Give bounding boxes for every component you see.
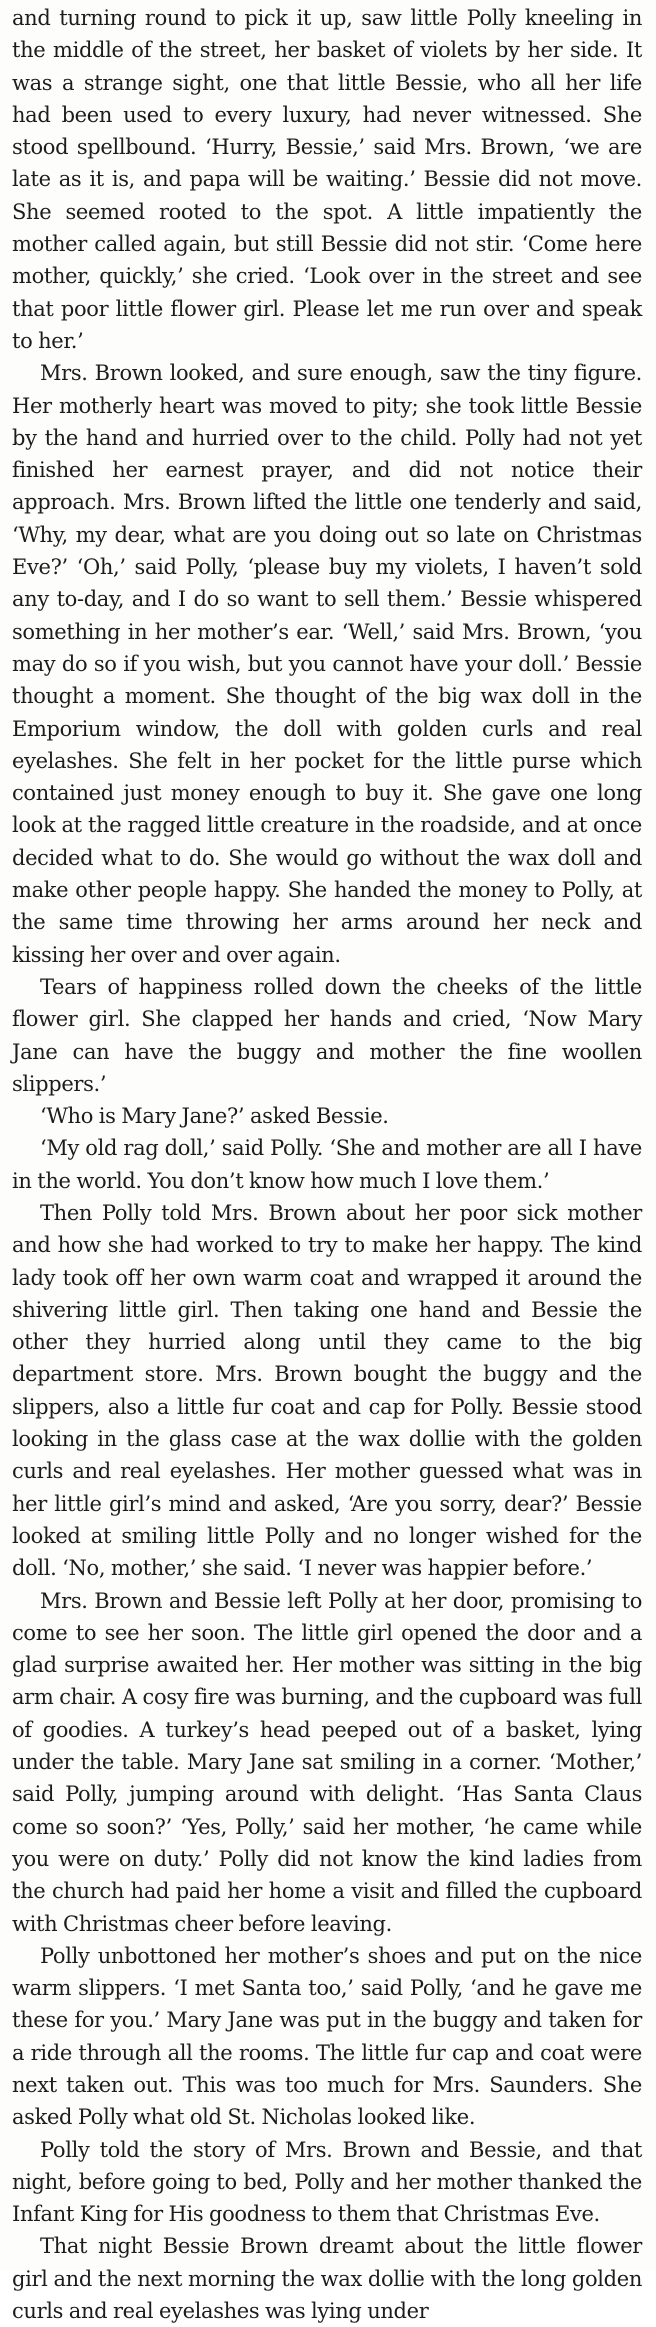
- paragraph-4: ‘Who is Mary Jane?’ asked Bessie.: [40, 1104, 389, 1129]
- paragraph-3: Tears of happiness rolled down the cheeks of the little flower girl. She clapped her hands and cried, ‘Now Mary Jane can have the buggy and mother the fine woollen slippers.’: [12, 974, 642, 1096]
- paragraph-10: That night Bessie Brown dreamt about the little flower girl and the next morning the wax dollie with the long golden curls and real eyelashes was lying under: [12, 2234, 642, 2324]
- paragraph-5: ‘My old rag doll,’ said Polly. ‘She and mother are all I have in the world. You don’t know how much I love them.’: [12, 1136, 642, 1193]
- paragraph-1: and turning round to pick it up, saw little Polly kneeling in the middle of the street, her basket of violets by her side. It was a strange sight, one that little Bessie, who all her life had been used to every luxury, had never witnessed. She stood spellbound. ‘Hurry, Bessie,’ said Mrs. Brown, ‘we are late as it is, and papa will be waiting.’ Bessie did not move. She seemed rooted to the spot. A little impatiently the mother called again, but still Bessie did not stir. ‘Come here mother, quickly,’ she cried. ‘Look over in the street and see that poor little flower girl. Please let me run over and speak to her.’: [12, 6, 642, 353]
- story-text: [12, 2, 642, 2327]
- paragraph-7: Mrs. Brown and Bessie left Polly at her door, promising to come to see her soon. The little girl opened the door and a glad surprise awaited her. Her mother was sitting in the big arm chair. A cosy fire was burning, and the cupboard was full of goodies. A turkey’s head peeped out of a basket, lying under the table. Mary Jane sat smiling in a corner. ‘Mother,’ said Polly, jumping around with delight. ‘Has Santa Claus come so soon?’ ‘Yes, Polly,’ said her mother, ‘he came while you were on duty.’ Polly did not know the kind ladies from the church had paid her home a visit and filled the cupboard with Christmas cheer before leaving.: [12, 1588, 642, 1936]
- paragraph-8: Polly unbottoned her mother’s shoes and put on the nice warm slippers. ‘I met Santa too,’ said Polly, ‘and he gave me these for you.’ Mary Jane was put in the buggy and taken for a ride through all the rooms. The little fur cap and coat were next taken out. This was too much for Mrs. Saunders. She asked Polly what old St. Nicholas looked like.: [12, 1943, 642, 2130]
- paragraph-9: Polly told the story of Mrs. Brown and Bessie, and that night, before going to bed, Polly and her mother thanked the Infant King for His goodness to them that Christmas Eve.: [12, 2137, 642, 2227]
- paragraph-2: Mrs. Brown looked, and sure enough, saw the tiny figure. Her motherly heart was moved to pity; she took little Bessie by the hand and hurried over to the child. Polly had not yet finished her earnest prayer, and did not notice their approach. Mrs. Brown lifted the little one tenderly and said, ‘Why, my dear, what are you doing out so late on Christmas Eve?’ ‘Oh,’ said Polly, ‘please buy my violets, I haven’t sold any to-day, and I do so want to sell them.’ Bessie whispered something in her mother’s ear. ‘Well,’ said Mrs. Brown, ‘you may do so if you wish, but you cannot have your doll.’ Bessie thought a moment. She thought of the big wax doll in the Emporium window, the doll with golden curls and real eyelashes. She felt in her pocket for the little purse which contained just money enough to buy it. She gave one long look at the ragged little creature in the roadside, and at once decided what to do. She would go without the wax doll and make other people happy. She handed the money to Polly, at the same time throwing her arms around her neck and kissing her over and over again.: [12, 361, 642, 967]
- paragraph-6: Then Polly told Mrs. Brown about her poor sick mother and how she had worked to try to make her happy. The kind lady took off her own warm coat and wrapped it around the shivering little girl. Then taking one hand and Bessie the other they hurried along until they came to the big department store. Mrs. Brown bought the buggy and the slippers, also a little fur coat and cap for Polly. Bessie stood looking in the glass case at the wax dollie with the golden curls and real eyelashes. Her mother guessed what was in her little girl’s mind and asked, ‘Are you sorry, dear?’ Bessie looked at smiling little Polly and no longer wished for the doll. ‘No, mother,’ she said. ‘I never was happier before.’: [12, 1200, 642, 1581]
